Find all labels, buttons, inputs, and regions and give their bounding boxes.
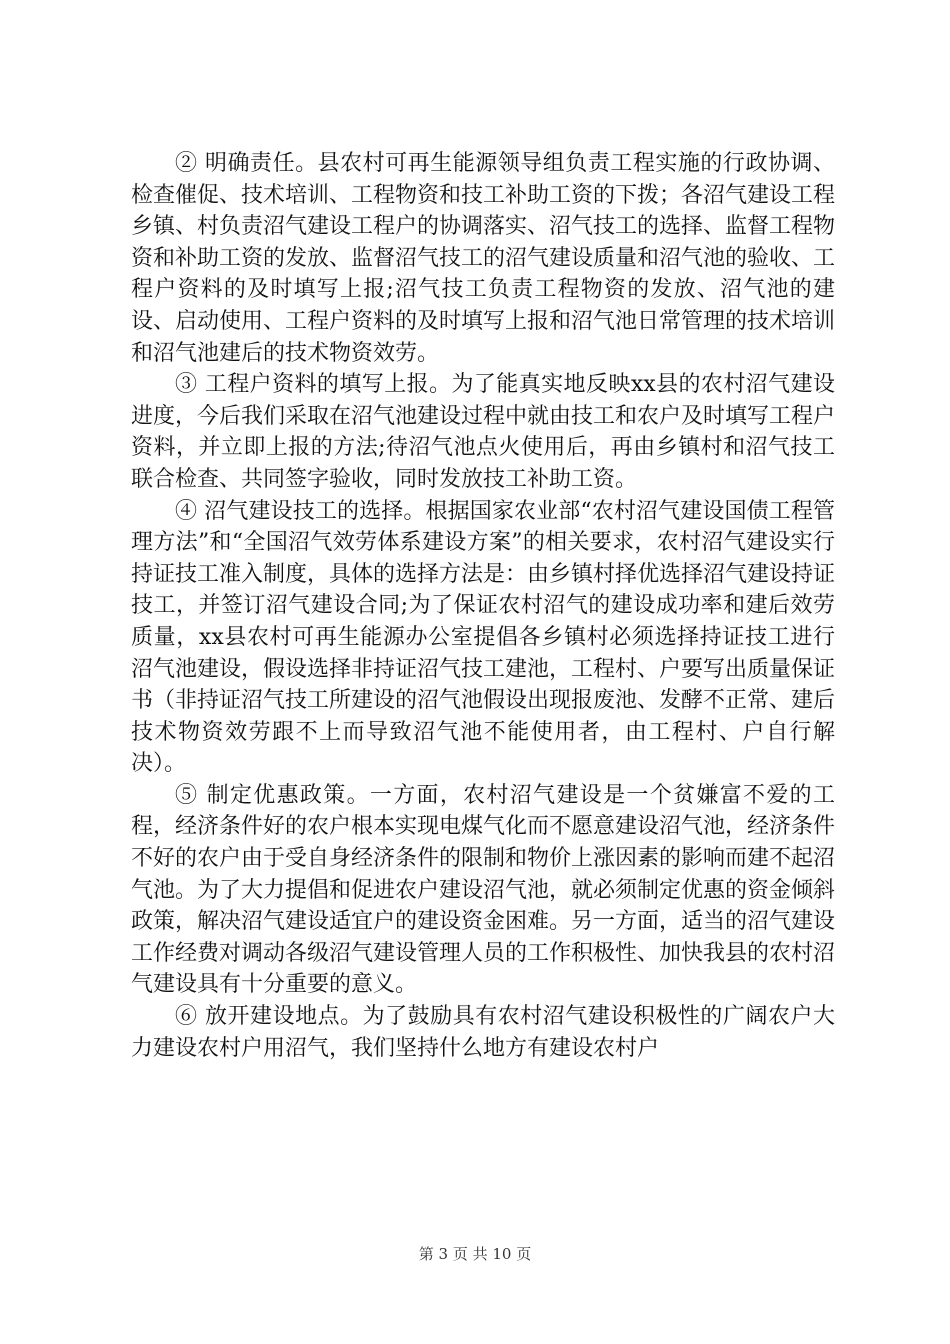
page-number-footer: 第 3 页 共 10 页 — [418, 1245, 532, 1263]
paragraph-preferential-policy: ⑤ 制定优惠政策。一方面，农村沼气建设是一个贫嫌富不爱的工程，经济条件好的农户根本实现电煤气化而不愿意建设沼气池，经济条件不好的农户由于受自身经济条件的限制和物价上涨因素的影响而建不起沼气池。为了大力提倡和促进农户建设沼气池，就必须制定优惠的资金倾斜政策，解决沼气建设适宜户的建设资金困难。另一方面，适当的沼气建设工作经费对调动各级沼气建设管理人员的工作积极性、加快我县的农村沼气建设具有十分重要的意义。 — [131, 782, 836, 998]
paragraph-reporting: ③ 工程户资料的填写上报。为了能真实地反映xx县的农村沼气建设进度，今后我们采取在沼气池建设过程中就由技工和农户及时填写工程户资料，并立即上报的方法;待沼气池点火使用后，再由乡镇村和沼气技工联合检查、共同签字验收，同时发放技工补助工资。 — [131, 372, 836, 492]
document-body — [131, 148, 835, 1064]
paragraph-responsibility: ② 明确责任。县农村可再生能源领导组负责工程实施的行政协调、检查催促、技术培训、工程物资和技工补助工资的下拨；各沼气建设工程乡镇、村负责沼气建设工程户的协调落实、沼气技工的选择、监督工程物资和补助工资的发放、监督沼气技工的沼气建设质量和沼气池的验收、工程户资料的及时填写上报;沼气技工负责工程物资的发放、沼气池的建设、启动使用、工程户资料的及时填写上报和沼气池日常管理的技术培训和沼气池建后的技术物资效劳。 — [131, 151, 836, 366]
paragraph-construction-site: ⑥ 放开建设地点。为了鼓励具有农村沼气建设积极性的广阔农户大力建设农村户用沼气，我们坚持什么地方有建设农村户 — [131, 1004, 835, 1061]
paragraph-technician-selection: ④ 沼气建设技工的选择。根据国家农业部“农村沼气建设国债工程管理方法”和“全国沼气效劳体系建设方案”的相关要求，农村沼气建设实行持证技工准入制度，具体的选择方法是：由乡镇村择优选择沼气建设持证技工，并签订沼气建设合同;为了保证农村沼气的建设成功率和建后效劳质量，xx县农村可再生能源办公室提倡各乡镇村必须选择持证技工进行沼气池建设，假设选择非持证沼气技工建池，工程村、户要写出质量保证书（非持证沼气技工所建设的沼气池假设出现报废池、发酵不正常、建后技术物资效劳跟不上而导致沼气池不能使用者，由工程村、户自行解决）。 — [131, 498, 836, 777]
